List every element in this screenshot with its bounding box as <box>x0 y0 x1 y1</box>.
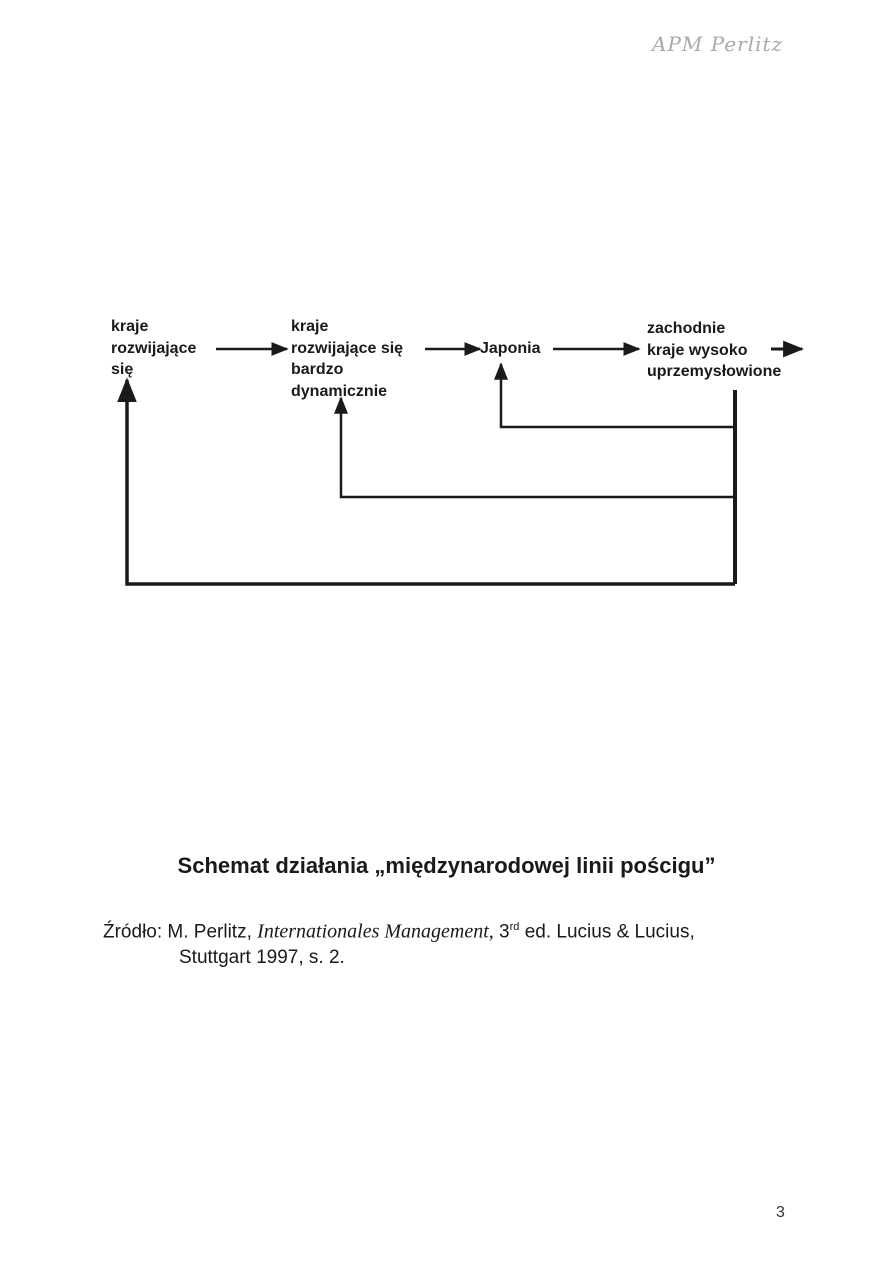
source-edition-number: 3 <box>493 921 510 943</box>
source-book-title: Internationales Management, <box>257 920 494 943</box>
node-japan: Japonia <box>480 340 541 357</box>
figure-title: Schemat działania „międzynarodowej linii pościgu” <box>177 853 716 878</box>
page-number: 3 <box>776 1204 785 1221</box>
handwritten-note: APM Perlitz <box>652 32 784 56</box>
feedback-to-developing <box>127 380 735 584</box>
source-publisher: ed. Lucius & Lucius, <box>519 921 695 943</box>
feedback-to-dynamic <box>341 398 735 497</box>
source-edition-suffix: rd <box>509 921 520 933</box>
node-western-industrialized: zachodnie kraje wysoko uprzemysłowione <box>647 320 782 380</box>
node-dynamic-developing-countries: kraje rozwijające się bardzo dynamicznie <box>291 318 404 400</box>
node-developing-countries: kraje rozwijające się <box>111 318 197 378</box>
source-prefix: Źródło: M. Perlitz, <box>103 921 258 943</box>
figure-source <box>103 914 695 971</box>
source-line-2: Stuttgart 1997, s. 2. <box>179 947 345 969</box>
